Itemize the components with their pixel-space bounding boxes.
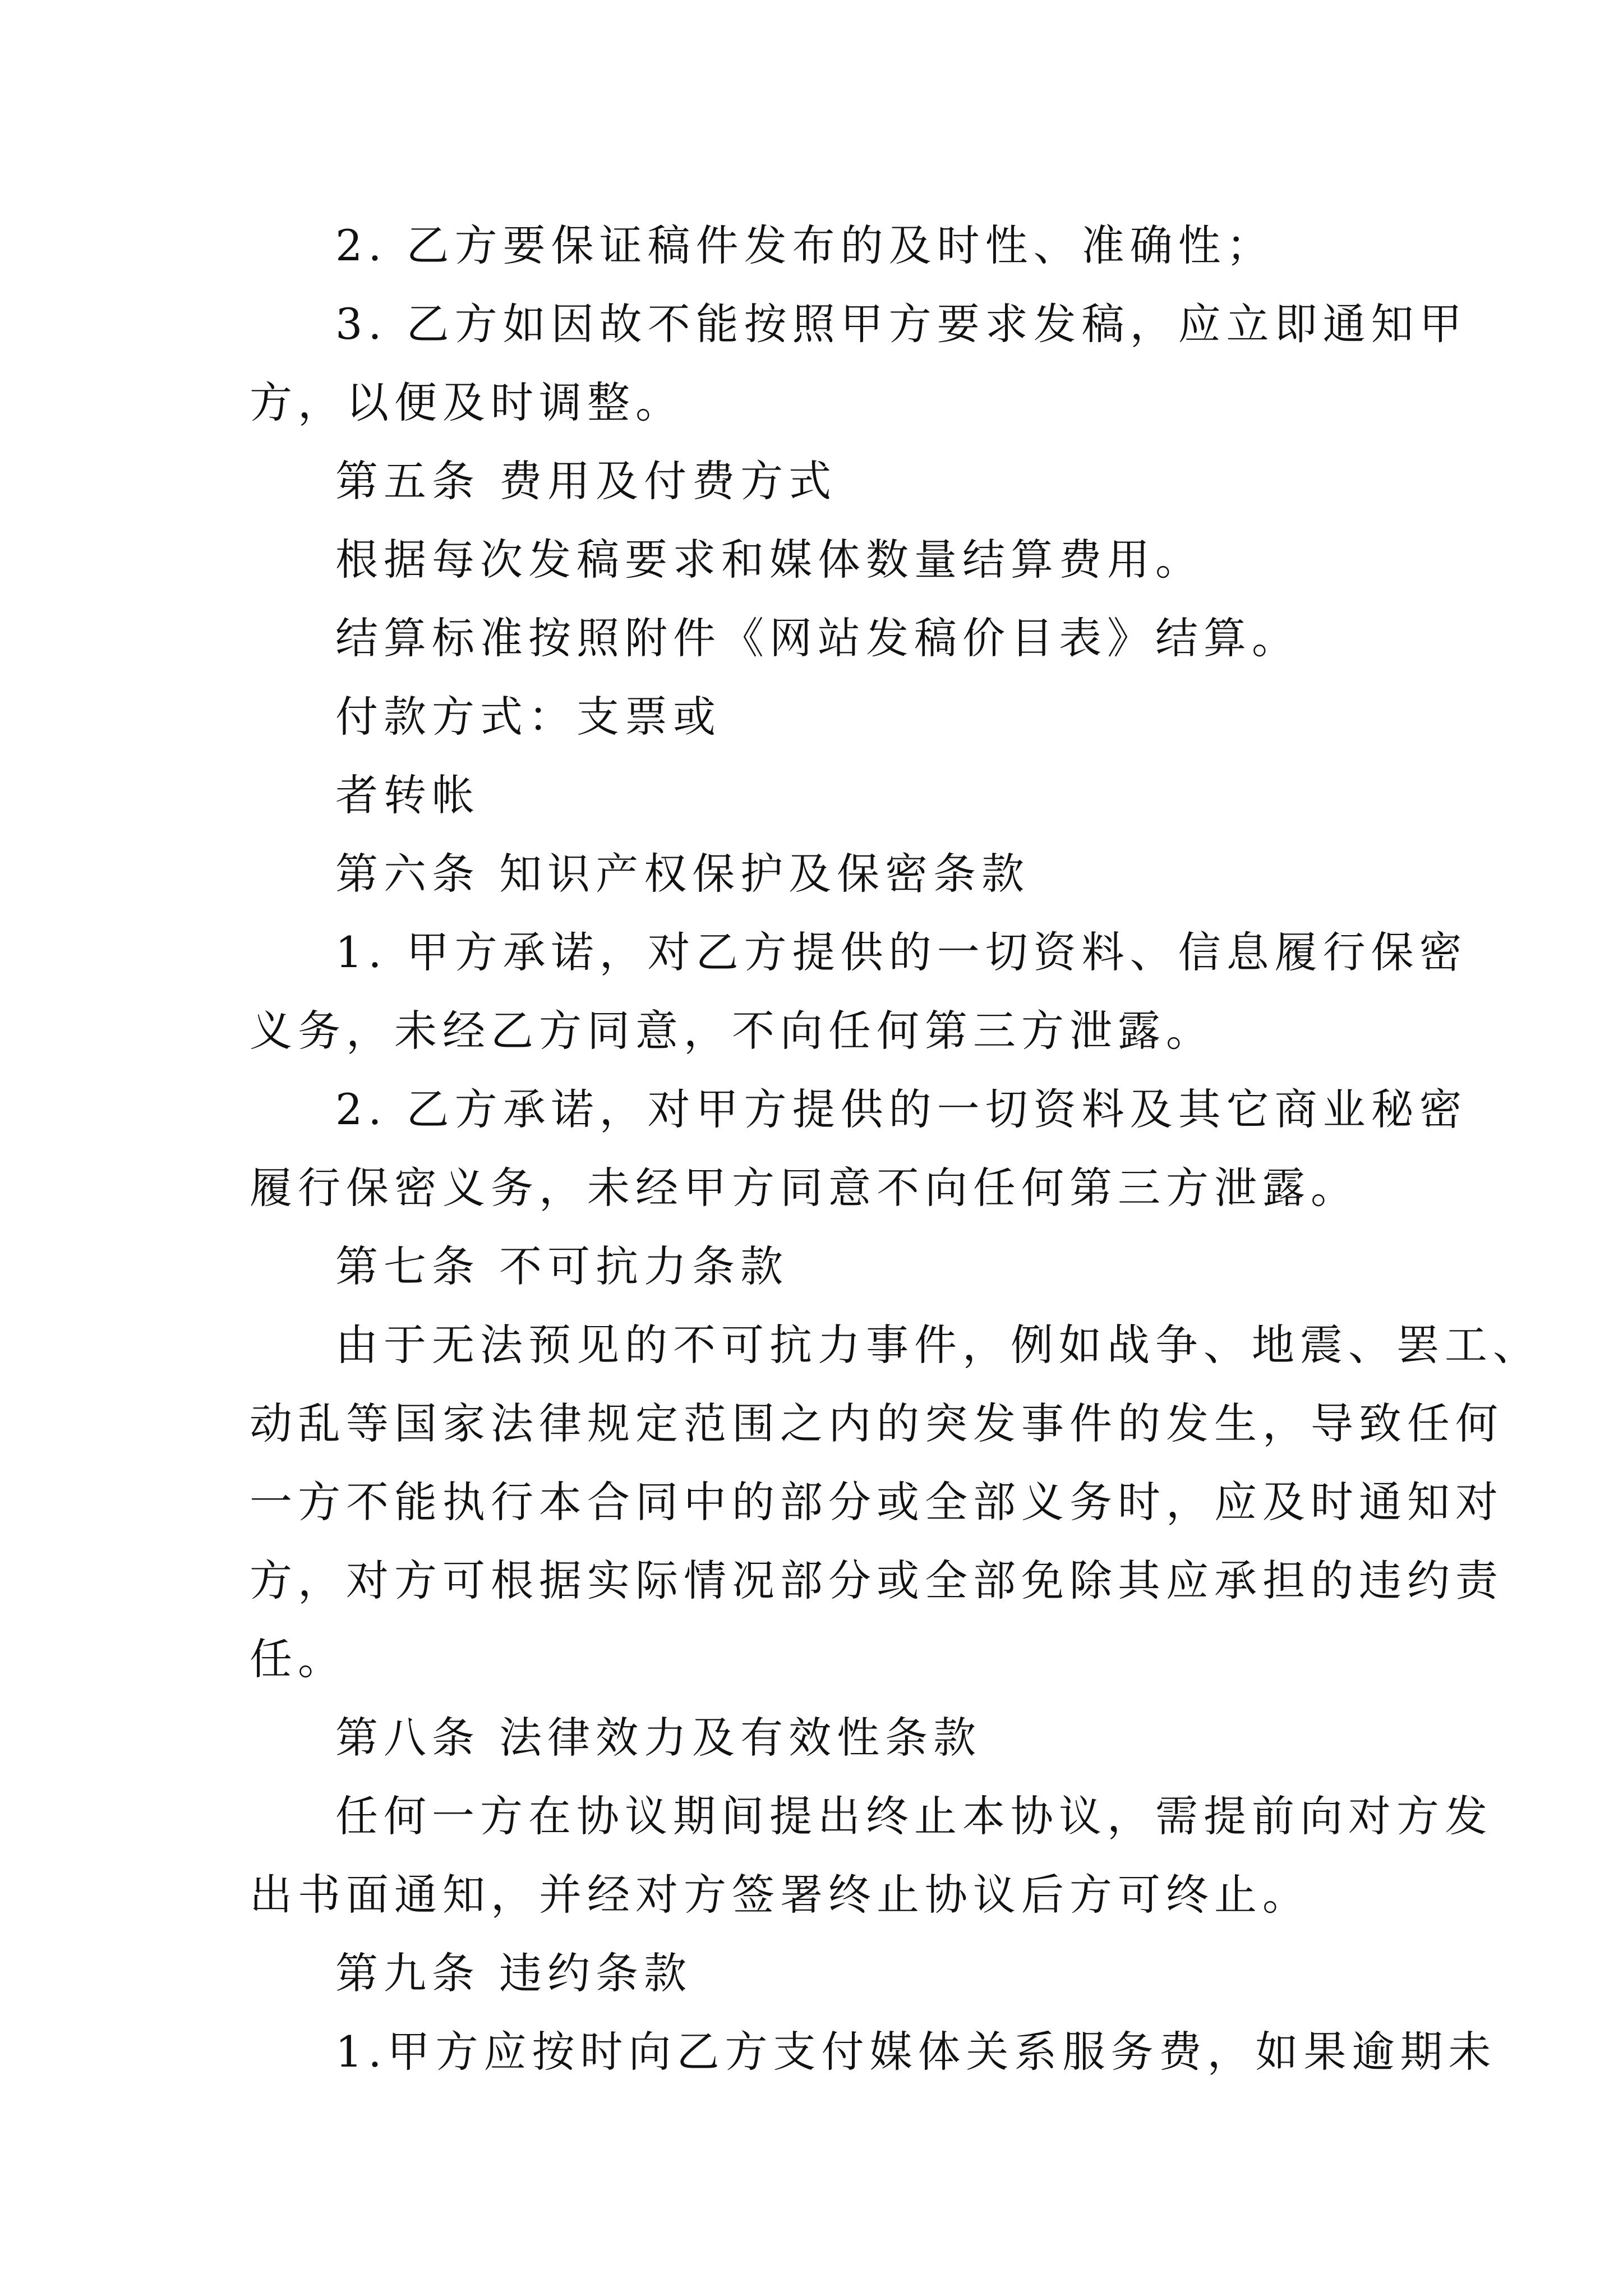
clause-6-item-2-line-1: 2. 乙方承诺，对甲方提供的一切资料及其它商业秘密	[335, 1084, 1468, 1134]
clause-5-payment-line-1: 付款方式：支票或	[335, 692, 721, 742]
clause-8-paragraph-line-1: 任何一方在协议期间提出终止本协议，需提前向对方发	[335, 1791, 1493, 1841]
clause-5-paragraph-2: 结算标准按照附件《网站发稿价目表》结算。	[335, 613, 1300, 663]
clause-8-paragraph-line-2: 出书面通知，并经对方签署终止协议后方可终止。	[250, 1870, 1311, 1920]
clause-8-heading: 第八条 法律效力及有效性条款	[335, 1713, 982, 1763]
clause-6-item-2-line-2: 履行保密义务，未经甲方同意不向任何第三方泄露。	[250, 1163, 1359, 1213]
clause-4-item-3-line-2: 方，以便及时调整。	[250, 378, 684, 427]
clause-7-paragraph-line-3: 一方不能执行本合同中的部分或全部义务时，应及时通知对	[250, 1477, 1504, 1527]
clause-9-heading: 第九条 违约条款	[335, 1948, 693, 1998]
clause-6-item-1-line-1: 1. 甲方承诺，对乙方提供的一切资料、信息履行保密	[335, 927, 1468, 977]
clause-7-paragraph-line-5: 任。	[250, 1634, 346, 1684]
clause-7-heading: 第七条 不可抗力条款	[335, 1241, 789, 1291]
clause-5-payment-line-2: 者转帐	[335, 770, 480, 820]
clause-7-paragraph-line-4: 方，对方可根据实际情况部分或全部免除其应承担的违约责	[250, 1556, 1504, 1605]
clause-4-item-2: 2. 乙方要保证稿件发布的及时性、准确性；	[335, 220, 1275, 270]
clause-7-paragraph-line-1: 由于无法预见的不可抗力事件，例如战争、地震、罢工、	[335, 1320, 1541, 1370]
clause-7-paragraph-line-2: 动乱等国家法律规定范围之内的突发事件的发生，导致任何	[250, 1398, 1504, 1448]
clause-5-paragraph-1: 根据每次发稿要求和媒体数量结算费用。	[335, 535, 1204, 585]
clause-9-item-1-line-1: 1.甲方应按时向乙方支付媒体关系服务费，如果逾期未	[335, 2027, 1497, 2077]
clause-5-heading: 第五条 费用及付费方式	[335, 456, 837, 506]
clause-4-item-3-line-1: 3. 乙方如因故不能按照甲方要求发稿，应立即通知甲	[335, 299, 1468, 349]
clause-6-item-1-line-2: 义务，未经乙方同意，不向任何第三方泄露。	[250, 1006, 1214, 1056]
clause-6-heading: 第六条 知识产权保护及保密条款	[335, 849, 1030, 899]
